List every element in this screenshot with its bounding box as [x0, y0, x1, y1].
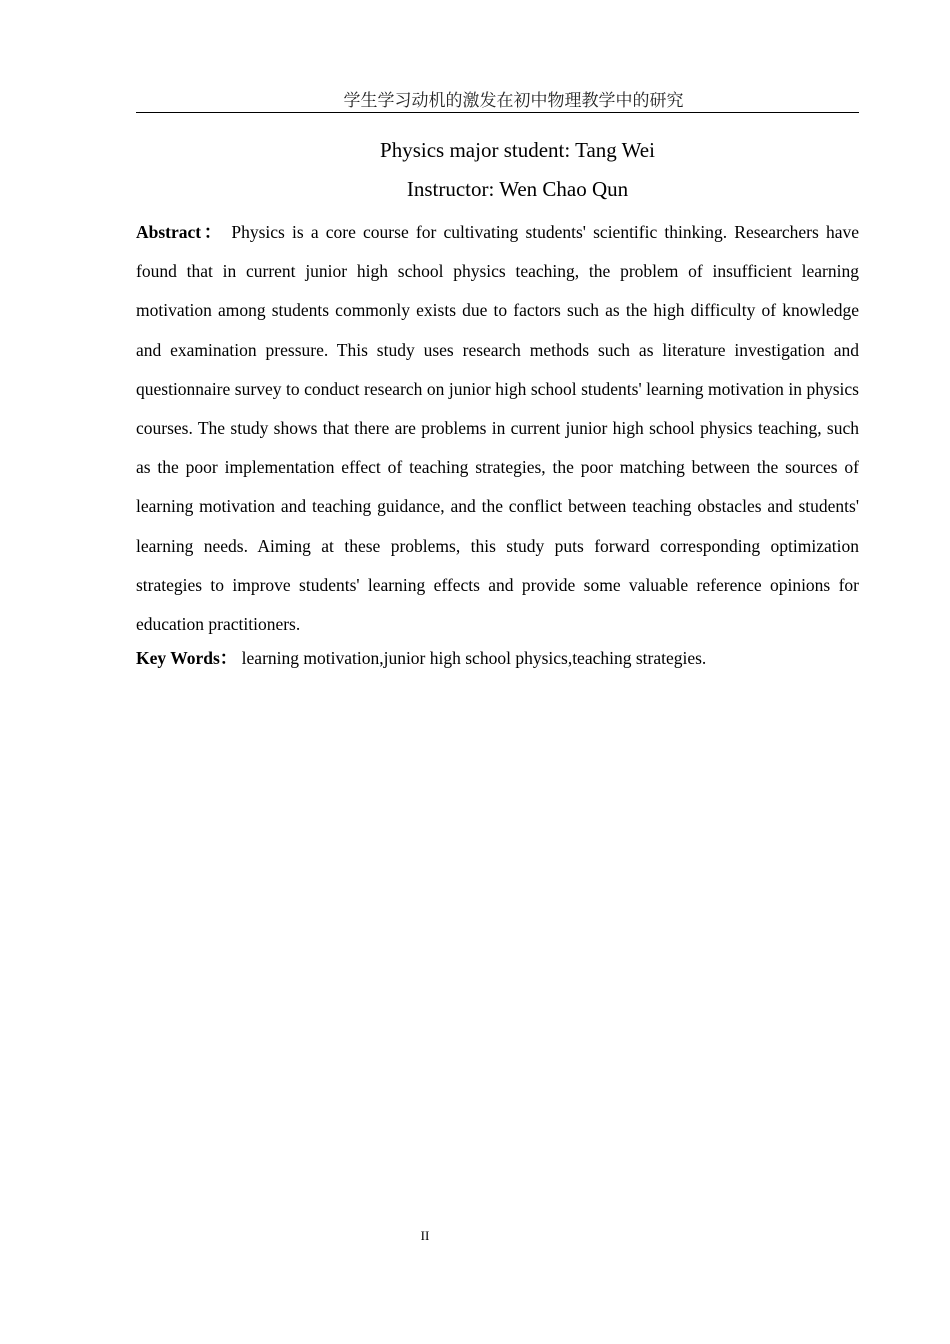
running-header: [136, 90, 859, 113]
page-number: II: [420, 1228, 430, 1243]
keywords-paragraph: [136, 645, 859, 671]
abstract-text: Physics is a core course for cultivating students' scientific thinking. Researchers have found that in current junior high school physics teaching, the problem of insufficient learning motivation among students commonly exists due to factors such as the high difficulty of knowledge and examination pressure. This study uses research methods such as literature investigation and questionnaire survey to conduct research on junior high school students' learning motivation in physics courses. The study shows that there are problems in current junior high school physics teaching, such as the poor implementation effect of teaching strategies, the poor matching between the sources of learning motivation and teaching guidance, and the conflict between teaching obstacles and students' learning needs. Aiming at these problems, this study puts forward corresponding optimization strategies to improve students' learning effects and provide some valuable reference opinions for education practitioners.: [136, 222, 860, 635]
instructor-line: Instructor: Wen Chao Qun: [406, 177, 629, 201]
keywords-label: Key Words：: [136, 648, 238, 668]
abstract-label: Abstract：: [136, 222, 225, 242]
abstract-paragraph: [136, 213, 859, 644]
keywords-text: learning motivation,junior high school physics,teaching strategies.: [241, 648, 707, 668]
running-header-title: 学生学习动机的激发在初中物理教学中的研究: [343, 91, 684, 111]
student-line: Physics major student: Tang Wei: [380, 138, 655, 162]
